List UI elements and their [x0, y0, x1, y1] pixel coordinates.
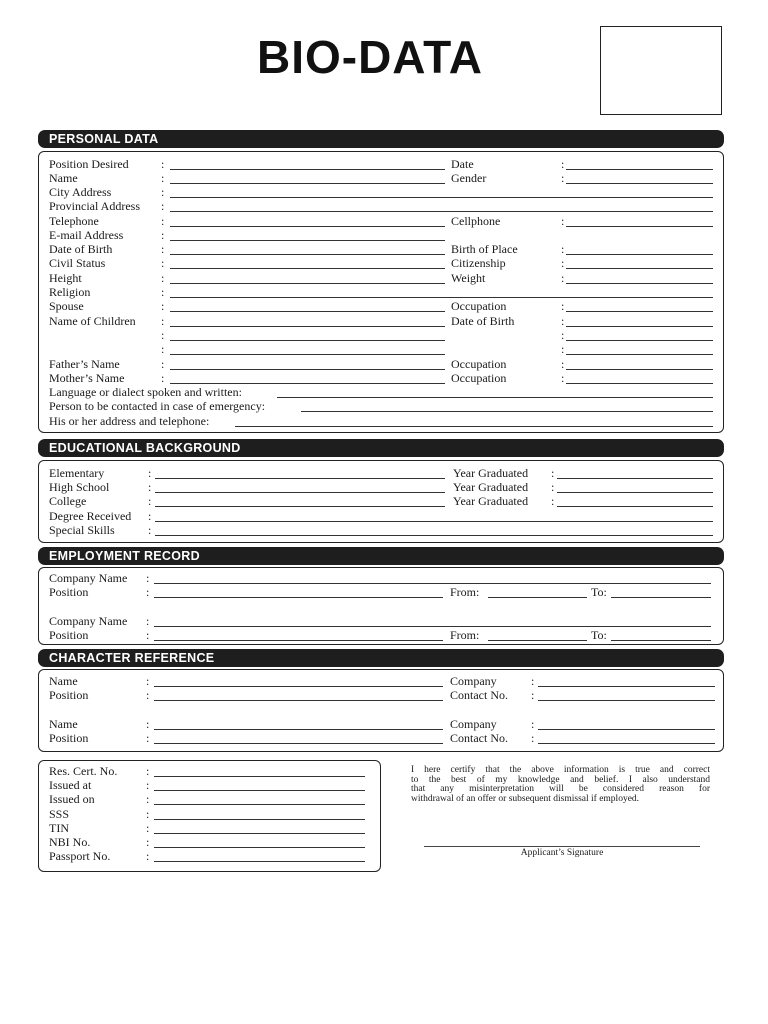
personal-input-line[interactable]	[566, 340, 713, 341]
colon: :	[561, 342, 565, 356]
personal-input-line[interactable]	[170, 311, 445, 312]
field-label: Elementary	[49, 466, 105, 480]
personal-input-line[interactable]	[170, 254, 445, 255]
field-label: To:	[591, 585, 607, 599]
personal-input-line[interactable]	[170, 211, 713, 212]
personal-input-line[interactable]	[170, 354, 445, 355]
field-label: Contact No.	[450, 731, 508, 745]
field-label: Company Name	[49, 614, 128, 628]
colon: :	[561, 371, 565, 385]
personal-input-line[interactable]	[277, 397, 713, 398]
reference-input-line[interactable]	[538, 729, 715, 730]
personal-input-line[interactable]	[170, 369, 445, 370]
colon: :	[146, 614, 150, 628]
colon: :	[146, 849, 150, 863]
employment-input-line[interactable]	[488, 597, 587, 598]
field-label: Name	[49, 717, 78, 731]
colon: :	[561, 256, 565, 270]
personal-input-line[interactable]	[566, 183, 713, 184]
employment-input-line[interactable]	[154, 597, 443, 598]
employment-box	[38, 567, 724, 645]
colon: :	[146, 778, 150, 792]
field-label: SSS	[49, 807, 70, 821]
field-label: Height	[49, 271, 82, 285]
personal-input-line[interactable]	[566, 268, 713, 269]
field-label: Name of Children	[49, 314, 136, 328]
field-label: Passport No.	[49, 849, 111, 863]
field-label: To:	[591, 628, 607, 642]
field-label: Year Graduated	[453, 466, 529, 480]
colon: :	[531, 717, 535, 731]
field-label: Birth of Place	[451, 242, 518, 256]
colon: :	[146, 717, 150, 731]
field-label: From:	[450, 628, 480, 642]
colon: :	[161, 357, 165, 371]
page-title: BIO-DATA	[256, 31, 484, 83]
field-label: Civil Status	[49, 256, 106, 270]
field-label: Gender	[451, 171, 487, 185]
personal-input-line[interactable]	[566, 283, 713, 284]
colon: :	[551, 494, 555, 508]
personal-input-line[interactable]	[566, 383, 713, 384]
section-header-educational-background: EDUCATIONAL BACKGROUND	[38, 439, 724, 457]
education-input-line[interactable]	[155, 478, 445, 479]
id-input-line[interactable]	[154, 847, 365, 848]
field-label: Year Graduated	[453, 494, 529, 508]
field-label: Spouse	[49, 299, 84, 313]
colon: :	[161, 157, 165, 171]
personal-input-line[interactable]	[566, 369, 713, 370]
colon: :	[161, 171, 165, 185]
employment-input-line[interactable]	[611, 640, 711, 641]
personal-input-line[interactable]	[170, 383, 445, 384]
field-label: Mother’s Name	[49, 371, 125, 385]
colon: :	[161, 242, 165, 256]
colon: :	[561, 157, 565, 171]
section-header-employment-record: EMPLOYMENT RECORD	[38, 547, 724, 565]
colon: :	[146, 571, 150, 585]
personal-input-line[interactable]	[170, 340, 445, 341]
cert-line: withdrawal of an offer or subsequent dismissal if employed.	[411, 793, 640, 804]
section-header-character-reference: CHARACTER REFERENCE	[38, 649, 724, 667]
field-label: Company	[450, 674, 497, 688]
colon: :	[161, 342, 165, 356]
colon: :	[146, 688, 150, 702]
field-label: NBI No.	[49, 835, 91, 849]
colon: :	[146, 731, 150, 745]
reference-input-line[interactable]	[538, 700, 715, 701]
colon: :	[531, 688, 535, 702]
field-label: Position	[49, 688, 89, 702]
colon: :	[161, 314, 165, 328]
colon: :	[146, 807, 150, 821]
colon: :	[146, 835, 150, 849]
field-label: Res. Cert. No.	[49, 764, 118, 778]
personal-input-line[interactable]	[170, 169, 445, 170]
education-input-line[interactable]	[155, 521, 713, 522]
field-label: City Address	[49, 185, 112, 199]
colon: :	[146, 792, 150, 806]
field-label: Father’s Name	[49, 357, 120, 371]
field-label: Company	[450, 717, 497, 731]
education-input-line[interactable]	[155, 535, 713, 536]
field-label: From:	[450, 585, 480, 599]
signature-label: Applicant’s Signature	[520, 848, 604, 858]
colon: :	[161, 199, 165, 213]
field-label: His or her address and telephone:	[49, 414, 210, 428]
colon: :	[561, 242, 565, 256]
colon: :	[561, 271, 565, 285]
id-input-line[interactable]	[154, 819, 365, 820]
field-label: Year Graduated	[453, 480, 529, 494]
field-label: Position	[49, 628, 89, 642]
colon: :	[148, 509, 152, 523]
employment-input-line[interactable]	[611, 597, 711, 598]
personal-input-line[interactable]	[301, 411, 713, 412]
personal-input-line[interactable]	[170, 183, 445, 184]
reference-input-line[interactable]	[154, 700, 443, 701]
personal-input-line[interactable]	[566, 354, 713, 355]
field-label: Person to be contacted in case of emergency:	[49, 399, 266, 413]
id-input-line[interactable]	[154, 833, 365, 834]
education-input-line[interactable]	[557, 506, 713, 507]
id-input-line[interactable]	[154, 790, 365, 791]
field-label: Language or dialect spoken and written:	[49, 385, 242, 399]
field-label: Date	[451, 157, 474, 171]
personal-input-line[interactable]	[170, 226, 445, 227]
id-input-line[interactable]	[154, 861, 365, 862]
field-label: Name	[49, 674, 78, 688]
reference-input-line[interactable]	[538, 743, 715, 744]
employment-input-line[interactable]	[154, 640, 443, 641]
colon: :	[161, 185, 165, 199]
field-label: Occupation	[451, 371, 507, 385]
colon: :	[531, 674, 535, 688]
education-box	[38, 460, 724, 543]
id-input-line[interactable]	[154, 804, 365, 805]
colon: :	[551, 466, 555, 480]
colon: :	[161, 214, 165, 228]
photo-box	[600, 26, 722, 115]
colon: :	[146, 674, 150, 688]
field-label: Citizenship	[451, 256, 506, 270]
cert-line: I here certify that the above information is true and correct	[411, 765, 710, 775]
employment-input-line[interactable]	[488, 640, 587, 641]
personal-input-line[interactable]	[170, 297, 713, 298]
field-label: High School	[49, 480, 110, 494]
reference-input-line[interactable]	[154, 729, 443, 730]
cert-line: to the best of my knowledge and belief. I also understand	[411, 774, 710, 785]
cert-line: that any misinterpretation will be considered reason for	[411, 784, 710, 794]
colon: :	[561, 214, 565, 228]
field-label: Degree Received	[49, 509, 132, 523]
personal-input-line[interactable]	[170, 268, 445, 269]
field-label: Date of Birth	[49, 242, 113, 256]
colon: :	[148, 523, 152, 537]
colon: :	[161, 228, 165, 242]
field-label: College	[49, 494, 87, 508]
field-label: Position	[49, 731, 89, 745]
colon: :	[146, 628, 150, 642]
id-input-line[interactable]	[154, 776, 365, 777]
field-label: Contact No.	[450, 688, 508, 702]
field-label: Telephone	[49, 214, 99, 228]
colon: :	[561, 314, 565, 328]
field-label: Weight	[451, 271, 486, 285]
personal-input-line[interactable]	[566, 326, 713, 327]
field-label: Position Desired	[49, 157, 129, 171]
field-label: Special Skills	[49, 523, 115, 537]
field-label: Issued at	[49, 778, 92, 792]
colon: :	[148, 466, 152, 480]
personal-input-line[interactable]	[170, 197, 713, 198]
employment-input-line[interactable]	[154, 626, 711, 627]
personal-input-line[interactable]	[566, 311, 713, 312]
field-label: Occupation	[451, 299, 507, 313]
personal-input-line[interactable]	[566, 226, 713, 227]
colon: :	[561, 357, 565, 371]
personal-input-line[interactable]	[170, 240, 445, 241]
colon: :	[148, 494, 152, 508]
field-label: Date of Birth	[451, 314, 515, 328]
field-label: Provincial Address	[49, 199, 140, 213]
personal-input-line[interactable]	[170, 283, 445, 284]
colon: :	[161, 256, 165, 270]
colon: :	[161, 271, 165, 285]
personal-input-line[interactable]	[566, 169, 713, 170]
education-input-line[interactable]	[155, 492, 445, 493]
field-label: Issued on	[49, 792, 95, 806]
education-input-line[interactable]	[155, 506, 445, 507]
education-input-line[interactable]	[557, 492, 713, 493]
education-input-line[interactable]	[557, 478, 713, 479]
colon: :	[161, 371, 165, 385]
reference-input-line[interactable]	[154, 743, 443, 744]
colon: :	[161, 328, 165, 342]
certification-text	[411, 766, 710, 804]
colon: :	[561, 299, 565, 313]
colon: :	[146, 585, 150, 599]
employment-input-line[interactable]	[154, 583, 711, 584]
field-label: Position	[49, 585, 89, 599]
colon: :	[146, 764, 150, 778]
personal-input-line[interactable]	[566, 254, 713, 255]
signature-line[interactable]	[424, 846, 700, 847]
colon: :	[531, 731, 535, 745]
field-label: Occupation	[451, 357, 507, 371]
colon: :	[561, 171, 565, 185]
field-label: Religion	[49, 285, 91, 299]
personal-input-line[interactable]	[170, 326, 445, 327]
reference-box	[38, 669, 724, 752]
colon: :	[161, 285, 165, 299]
field-label: Cellphone	[451, 214, 501, 228]
field-label: TIN	[49, 821, 69, 835]
section-header-personal-data: PERSONAL DATA	[38, 130, 724, 148]
personal-input-line[interactable]	[235, 426, 713, 427]
reference-input-line[interactable]	[538, 686, 715, 687]
field-label: Company Name	[49, 571, 128, 585]
colon: :	[551, 480, 555, 494]
colon: :	[561, 328, 565, 342]
field-label: Name	[49, 171, 78, 185]
reference-input-line[interactable]	[154, 686, 443, 687]
colon: :	[148, 480, 152, 494]
colon: :	[161, 299, 165, 313]
colon: :	[146, 821, 150, 835]
field-label: E-mail Address	[49, 228, 124, 242]
